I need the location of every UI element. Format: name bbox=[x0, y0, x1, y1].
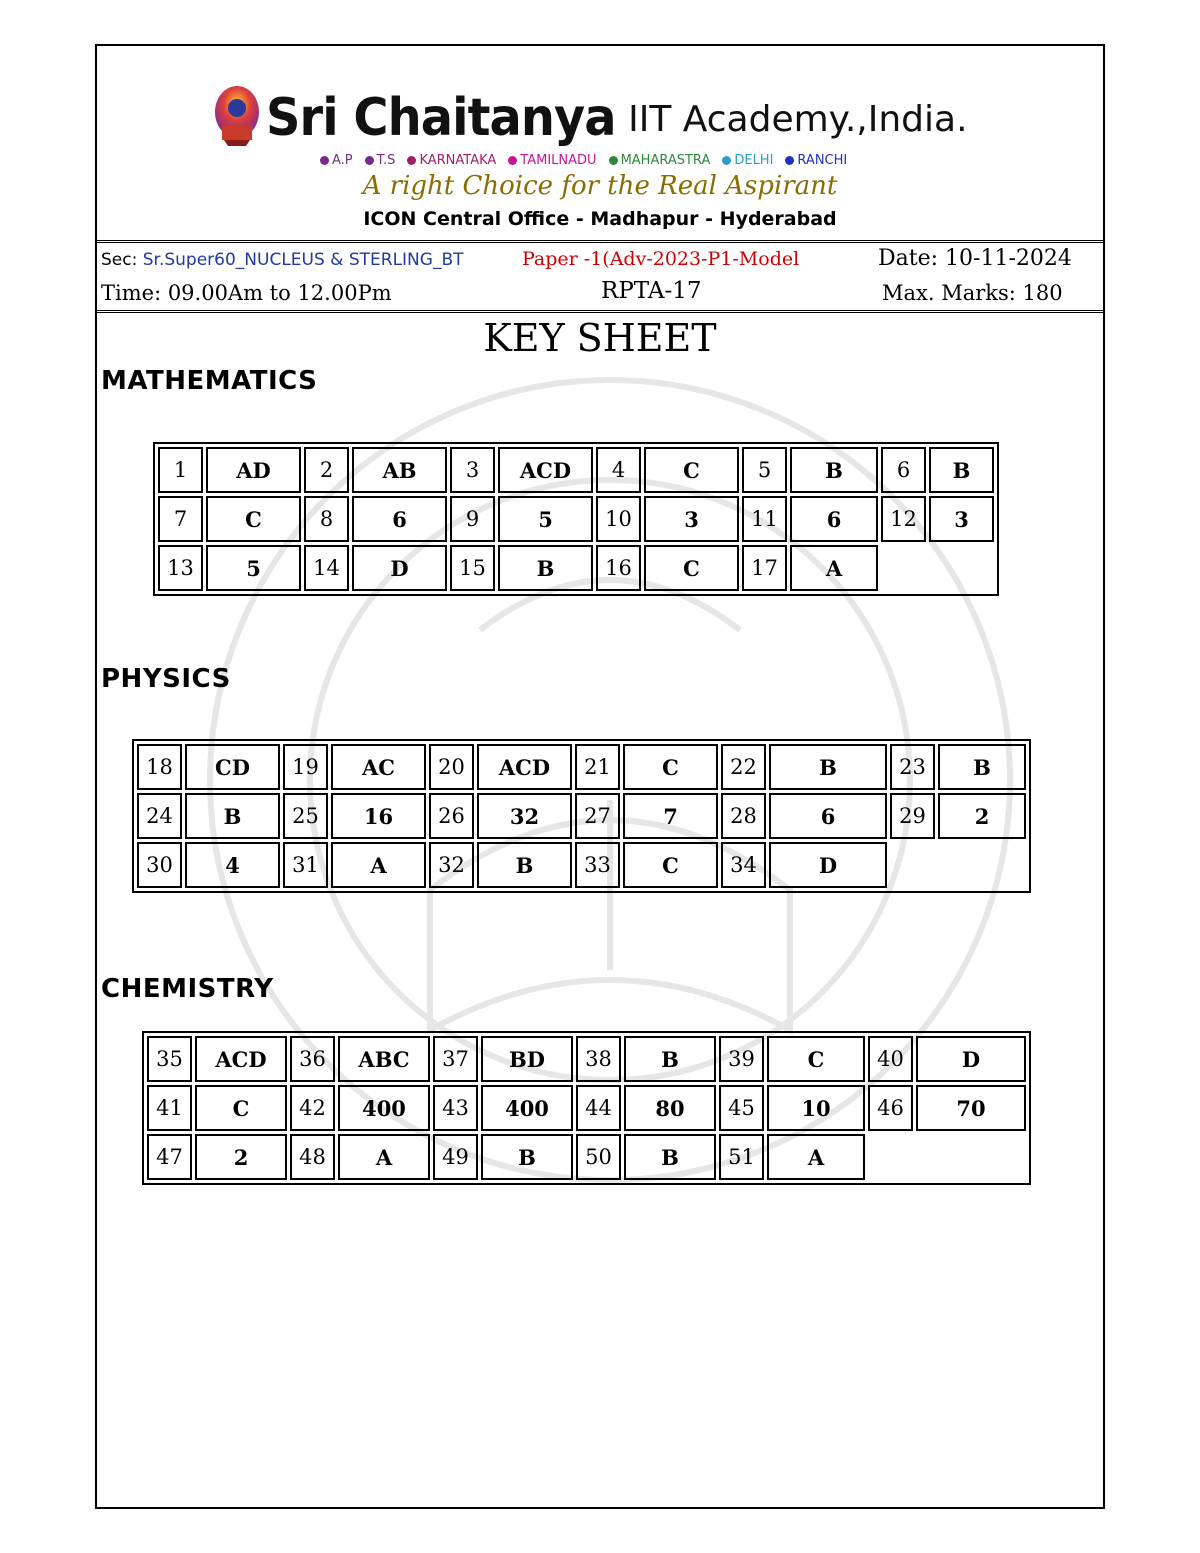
answer-cell: B bbox=[477, 842, 572, 888]
section-value: Sr.Super60_NUCLEUS & STERLING_BT bbox=[142, 250, 464, 270]
question-number: 29 bbox=[890, 793, 935, 839]
question-number: 28 bbox=[721, 793, 766, 839]
state-item bbox=[785, 153, 853, 168]
question-number: 15 bbox=[450, 545, 495, 591]
question-number: 44 bbox=[576, 1085, 621, 1131]
answer-cell: AD bbox=[206, 447, 301, 493]
answer-cell: 6 bbox=[769, 793, 887, 839]
answer-cell: A bbox=[331, 842, 426, 888]
state-item bbox=[508, 153, 602, 168]
question-number: 6 bbox=[881, 447, 926, 493]
question-number: 45 bbox=[719, 1085, 764, 1131]
question-number: 23 bbox=[890, 744, 935, 790]
answer-cell: C bbox=[195, 1085, 287, 1131]
states-list bbox=[320, 153, 920, 168]
table-row bbox=[137, 842, 1026, 888]
answer-cell: ABC bbox=[338, 1036, 430, 1082]
subject-heading-physics: PHYSICS bbox=[101, 664, 231, 694]
question-number: 10 bbox=[596, 496, 641, 542]
brand-header bbox=[212, 76, 968, 148]
question-number: 7 bbox=[158, 496, 203, 542]
answer-cell: B bbox=[185, 793, 280, 839]
answer-cell: B bbox=[624, 1134, 716, 1180]
question-number: 19 bbox=[283, 744, 328, 790]
question-number: 17 bbox=[742, 545, 787, 591]
empty-cell bbox=[938, 842, 1026, 888]
question-number: 24 bbox=[137, 793, 182, 839]
answer-cell: AB bbox=[352, 447, 447, 493]
question-number: 32 bbox=[429, 842, 474, 888]
question-number: 18 bbox=[137, 744, 182, 790]
answer-cell: 3 bbox=[929, 496, 994, 542]
brand-subtitle: IIT Academy.,India. bbox=[628, 99, 968, 140]
question-number: 3 bbox=[450, 447, 495, 493]
answer-cell: C bbox=[767, 1036, 865, 1082]
table-row bbox=[137, 793, 1026, 839]
header-rule-top bbox=[97, 240, 1103, 243]
table-row bbox=[158, 496, 994, 542]
answer-cell: B bbox=[929, 447, 994, 493]
answer-cell: 6 bbox=[352, 496, 447, 542]
question-number: 39 bbox=[719, 1036, 764, 1082]
state-label: KARNATAKA bbox=[419, 153, 497, 168]
table-row bbox=[147, 1085, 1026, 1131]
answer-cell: B bbox=[481, 1134, 573, 1180]
answer-table-mathematics bbox=[153, 442, 999, 596]
empty-cell bbox=[868, 1134, 913, 1180]
logo-icon bbox=[212, 82, 262, 148]
question-number: 51 bbox=[719, 1134, 764, 1180]
exam-date: Date: 10-11-2024 bbox=[878, 246, 1072, 271]
question-number: 26 bbox=[429, 793, 474, 839]
question-number: 30 bbox=[137, 842, 182, 888]
question-number: 48 bbox=[290, 1134, 335, 1180]
answer-cell: 5 bbox=[498, 496, 593, 542]
answer-cell: C bbox=[623, 842, 718, 888]
answer-cell: B bbox=[624, 1036, 716, 1082]
header-rule-bottom bbox=[97, 310, 1103, 313]
question-number: 49 bbox=[433, 1134, 478, 1180]
bullet-icon bbox=[508, 156, 517, 165]
answer-cell: 2 bbox=[195, 1134, 287, 1180]
answer-table-physics bbox=[132, 739, 1031, 893]
state-label: A.P bbox=[332, 153, 353, 168]
answer-cell: 2 bbox=[938, 793, 1026, 839]
empty-cell bbox=[916, 1134, 1026, 1180]
state-item bbox=[365, 153, 402, 168]
answer-cell: ACD bbox=[477, 744, 572, 790]
answer-cell: 4 bbox=[185, 842, 280, 888]
bullet-icon bbox=[320, 156, 329, 165]
question-number: 46 bbox=[868, 1085, 913, 1131]
question-number: 16 bbox=[596, 545, 641, 591]
table-row bbox=[147, 1134, 1026, 1180]
answer-cell: C bbox=[644, 545, 739, 591]
answer-cell: A bbox=[338, 1134, 430, 1180]
section-label: Sec: bbox=[101, 250, 138, 270]
empty-cell bbox=[890, 842, 935, 888]
section-info bbox=[101, 250, 464, 270]
state-item bbox=[320, 153, 359, 168]
state-item bbox=[407, 153, 502, 168]
state-item bbox=[609, 153, 717, 168]
answer-cell: 10 bbox=[767, 1085, 865, 1131]
answer-table-chemistry bbox=[142, 1031, 1031, 1185]
question-number: 5 bbox=[742, 447, 787, 493]
empty-cell bbox=[929, 545, 994, 591]
bullet-icon bbox=[722, 156, 731, 165]
table-row bbox=[158, 545, 994, 591]
question-number: 22 bbox=[721, 744, 766, 790]
question-number: 9 bbox=[450, 496, 495, 542]
bullet-icon bbox=[365, 156, 374, 165]
answer-cell: B bbox=[790, 447, 878, 493]
answer-cell: CD bbox=[185, 744, 280, 790]
answer-cell: A bbox=[790, 545, 878, 591]
state-item bbox=[722, 153, 779, 168]
answer-cell: 400 bbox=[481, 1085, 573, 1131]
question-number: 14 bbox=[304, 545, 349, 591]
question-number: 1 bbox=[158, 447, 203, 493]
answer-cell: 80 bbox=[624, 1085, 716, 1131]
state-label: RANCHI bbox=[797, 153, 848, 168]
question-number: 20 bbox=[429, 744, 474, 790]
subject-heading-chemistry: CHEMISTRY bbox=[101, 974, 274, 1004]
question-number: 31 bbox=[283, 842, 328, 888]
question-number: 37 bbox=[433, 1036, 478, 1082]
state-label: DELHI bbox=[734, 153, 774, 168]
tagline: A right Choice for the Real Aspirant bbox=[362, 171, 838, 201]
state-label: MAHARASTRA bbox=[620, 153, 711, 168]
brand-name: Sri Chaitanya bbox=[266, 88, 616, 148]
office-line: ICON Central Office - Madhapur - Hyderabad bbox=[363, 208, 837, 230]
question-number: 33 bbox=[575, 842, 620, 888]
question-number: 42 bbox=[290, 1085, 335, 1131]
question-number: 36 bbox=[290, 1036, 335, 1082]
question-number: 43 bbox=[433, 1085, 478, 1131]
question-number: 8 bbox=[304, 496, 349, 542]
answer-cell: 400 bbox=[338, 1085, 430, 1131]
state-label: T.S bbox=[376, 153, 396, 168]
bullet-icon bbox=[609, 156, 618, 165]
answer-cell: 5 bbox=[206, 545, 301, 591]
answer-cell: 70 bbox=[916, 1085, 1026, 1131]
page-title: KEY SHEET bbox=[483, 316, 717, 360]
answer-cell: 7 bbox=[623, 793, 718, 839]
answer-cell: 3 bbox=[644, 496, 739, 542]
answer-cell: ACD bbox=[195, 1036, 287, 1082]
question-number: 41 bbox=[147, 1085, 192, 1131]
answer-cell: AC bbox=[331, 744, 426, 790]
answer-cell: 32 bbox=[477, 793, 572, 839]
question-number: 2 bbox=[304, 447, 349, 493]
question-number: 25 bbox=[283, 793, 328, 839]
question-number: 21 bbox=[575, 744, 620, 790]
answer-cell: C bbox=[206, 496, 301, 542]
table-row bbox=[158, 447, 994, 493]
question-number: 12 bbox=[881, 496, 926, 542]
bullet-icon bbox=[407, 156, 416, 165]
question-number: 38 bbox=[576, 1036, 621, 1082]
question-number: 27 bbox=[575, 793, 620, 839]
answer-cell: B bbox=[769, 744, 887, 790]
table-row bbox=[147, 1036, 1026, 1082]
answer-cell: 16 bbox=[331, 793, 426, 839]
subject-heading-mathematics: MATHEMATICS bbox=[101, 366, 318, 396]
table-row bbox=[137, 744, 1026, 790]
test-code: RPTA-17 bbox=[601, 278, 702, 304]
question-number: 47 bbox=[147, 1134, 192, 1180]
answer-cell: D bbox=[916, 1036, 1026, 1082]
answer-cell: B bbox=[938, 744, 1026, 790]
answer-cell: D bbox=[352, 545, 447, 591]
question-number: 34 bbox=[721, 842, 766, 888]
bullet-icon bbox=[785, 156, 794, 165]
answer-cell: BD bbox=[481, 1036, 573, 1082]
answer-cell: C bbox=[644, 447, 739, 493]
question-number: 50 bbox=[576, 1134, 621, 1180]
question-number: 4 bbox=[596, 447, 641, 493]
state-label: TAMILNADU bbox=[520, 153, 597, 168]
answer-cell: A bbox=[767, 1134, 865, 1180]
question-number: 11 bbox=[742, 496, 787, 542]
question-number: 35 bbox=[147, 1036, 192, 1082]
answer-cell: C bbox=[623, 744, 718, 790]
paper-info: Paper -1(Adv-2023-P1-Model bbox=[522, 248, 800, 270]
question-number: 40 bbox=[868, 1036, 913, 1082]
max-marks: Max. Marks: 180 bbox=[882, 281, 1063, 305]
exam-time: Time: 09.00Am to 12.00Pm bbox=[101, 281, 392, 305]
answer-cell: D bbox=[769, 842, 887, 888]
empty-cell bbox=[881, 545, 926, 591]
answer-cell: B bbox=[498, 545, 593, 591]
question-number: 13 bbox=[158, 545, 203, 591]
answer-cell: 6 bbox=[790, 496, 878, 542]
answer-cell: ACD bbox=[498, 447, 593, 493]
